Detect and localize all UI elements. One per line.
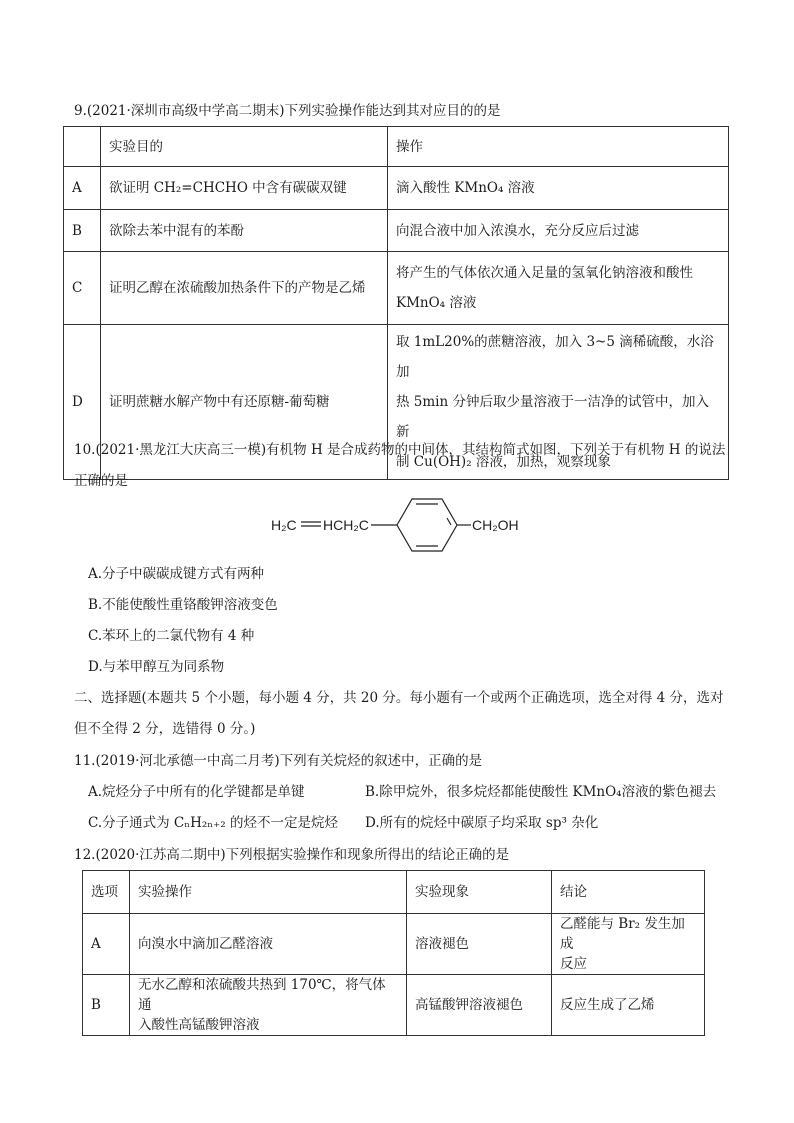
- row-label: B: [83, 975, 130, 1036]
- table-row: [83, 914, 705, 975]
- operation-line: 将产生的气体依次通入足量的氢氧化钠溶液和酸性: [396, 265, 693, 281]
- q9-header-purpose: 实验目的: [101, 127, 388, 167]
- row-conclusion: [552, 914, 705, 975]
- row-operation: 向混合液中加入浓溴水，充分反应后过滤: [388, 210, 729, 252]
- q10-stem-line-1: 10.(2021·黑龙江大庆高三一模)有机物 H 是合成药物的中间体，其结构简式如图，下列关于有机物 H 的说法: [74, 442, 726, 458]
- structural-formula: [265, 490, 545, 560]
- q12-header-conclusion: 结论: [552, 871, 705, 914]
- row-label: A: [64, 167, 101, 210]
- q12-table: [82, 870, 705, 1036]
- q9-table: [63, 126, 729, 480]
- q11-stem: 11.(2019·河北承德一中高二月考)下列有关烷烃的叙述中，正确的是: [74, 753, 483, 769]
- conclusion-line: 乙醛能与 Br₂ 发生加成: [560, 916, 685, 952]
- formula-right-group: CH₂OH: [472, 517, 519, 533]
- row-purpose: 证明乙醇在浓硫酸加热条件下的产物是乙烯: [101, 252, 388, 325]
- q10-option-a: A.分子中碳碳成键方式有两种: [88, 566, 265, 582]
- q11-option-c: C.分子通式为 CₙH₂ₙ₊₂ 的烃不一定是烷烃: [88, 815, 338, 831]
- q12-header-operation: 实验操作: [130, 871, 407, 914]
- row-label: A: [83, 914, 130, 975]
- q10-stem-line-2: 正确的是: [74, 473, 128, 489]
- operation-line: 无水乙醇和浓硫酸共热到 170℃，将气体通: [138, 977, 386, 1013]
- row-operation: 滴入酸性 KMnO₄ 溶液: [388, 167, 729, 210]
- formula-middle-group: HCH₂C: [323, 517, 369, 533]
- q10-option-c: C.苯环上的二氯代物有 4 种: [88, 628, 255, 644]
- formula-left-group: H₂C: [271, 517, 297, 533]
- row-purpose: 欲证明 CH₂=CHCHO 中含有碳碳双键: [101, 167, 388, 210]
- row-operation: 向溴水中滴加乙醛溶液: [130, 914, 407, 975]
- q12-header-option: 选项: [83, 871, 130, 914]
- section-2-heading-line-1: 二、选择题(本题共 5 个小题，每小题 4 分，共 20 分。每小题有一个或两个正确选项，选全对得 4 分，选对: [74, 690, 724, 706]
- operation-line: KMnO₄ 溶液: [396, 295, 477, 311]
- row-label: B: [64, 210, 101, 252]
- row-label: C: [64, 252, 101, 325]
- section-2-heading-line-2: 但不全得 2 分，选错得 0 分。): [74, 721, 256, 737]
- q10-option-d: D.与苯甲醇互为同系物: [88, 659, 225, 675]
- row-operation: [130, 975, 407, 1036]
- benzene-ring: [397, 499, 457, 551]
- q9-header-blank: [64, 127, 101, 167]
- q9-header-operation: 操作: [388, 127, 729, 167]
- q11-option-b: B.除甲烷外，很多烷烃都能使酸性 KMnO₄溶液的紫色褪去: [365, 784, 717, 800]
- table-row: [64, 210, 729, 252]
- operation-line: 制 Cu(OH)₂ 溶液，加热，观察现象: [396, 454, 611, 470]
- q9-stem: 9.(2021·深圳市高级中学高二期末)下列实验操作能达到其对应目的的是: [74, 103, 501, 119]
- q10-option-b: B.不能使酸性重铬酸钾溶液变色: [88, 597, 278, 613]
- q12-header-phenomenon: 实验现象: [407, 871, 552, 914]
- row-phenomenon: 溶液褪色: [407, 914, 552, 975]
- row-purpose: 欲除去苯中混有的苯酚: [101, 210, 388, 252]
- row-purpose: 证明蔗糖水解产物中有还原糖-葡萄糖: [101, 325, 388, 480]
- conclusion-line: 反应: [560, 956, 587, 972]
- row-label: D: [64, 325, 101, 480]
- operation-line: 热 5min 分钟后取少量溶液于一洁净的试管中，加入新: [396, 394, 709, 440]
- row-conclusion: 反应生成了乙烯: [552, 975, 705, 1036]
- q12-stem: 12.(2020·江苏高二期中)下列根据实验操作和现象所得出的结论正确的是: [74, 847, 510, 863]
- row-operation: [388, 252, 729, 325]
- operation-line: 入酸性高锰酸钾溶液: [138, 1017, 260, 1033]
- table-row: [64, 167, 729, 210]
- q11-option-a: A.烷烃分子中所有的化学键都是单键: [88, 784, 305, 800]
- table-row: [83, 975, 705, 1036]
- row-phenomenon: 高锰酸钾溶液褪色: [407, 975, 552, 1036]
- table-row: [64, 252, 729, 325]
- q11-option-d: D.所有的烷烃中碳原子均采取 sp³ 杂化: [365, 815, 599, 831]
- operation-line: 取 1mL20%的蔗糖溶液，加入 3~5 滴稀硫酸，水浴加: [396, 334, 714, 380]
